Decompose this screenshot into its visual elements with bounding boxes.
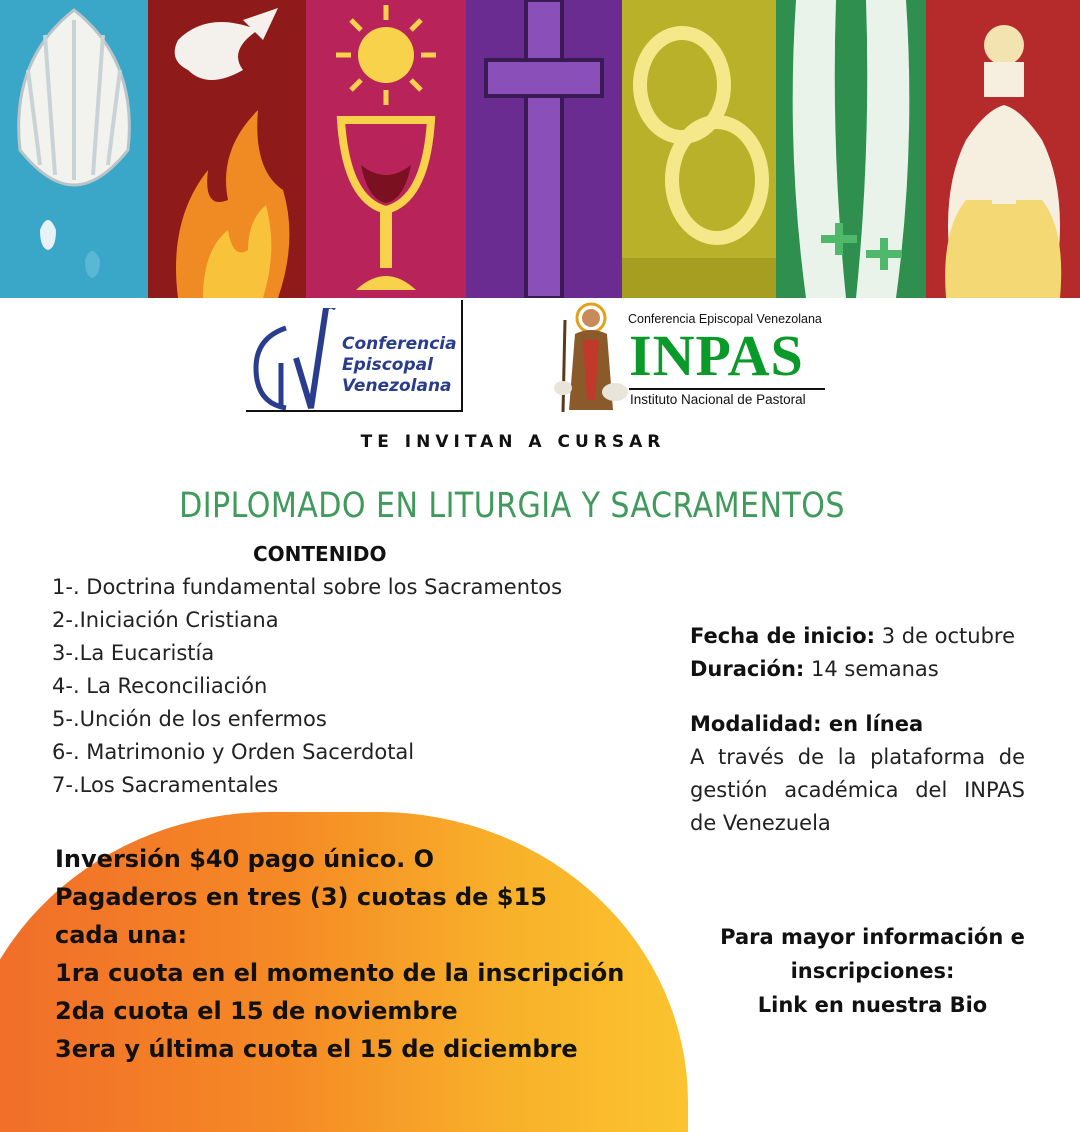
payment-info xyxy=(55,840,624,1068)
modalidad-row xyxy=(690,708,1025,741)
list-item: 1-. Doctrina fundamental sobre los Sacramentos xyxy=(52,575,563,599)
cross-icon xyxy=(466,0,622,298)
inpas-divider xyxy=(629,388,825,390)
oil-jar-icon xyxy=(926,0,1080,298)
cev-logo-line1: Conferencia xyxy=(342,334,457,354)
payment-line: 1ra cuota en el momento de la inscripción xyxy=(55,959,625,987)
contact-info xyxy=(690,920,1055,1022)
cev-logo-rule xyxy=(461,300,463,412)
modalidad-description: A través de la plataforma de gestión académica del INPAS de Venezuela xyxy=(690,745,1025,835)
contact-line1: Para mayor información e xyxy=(720,925,1025,949)
contenido-list xyxy=(52,571,562,802)
cev-logo xyxy=(246,300,464,414)
list-item: 7-.Los Sacramentales xyxy=(52,773,279,797)
contenido-heading: CONTENIDO xyxy=(253,542,387,566)
list-item: 2-.Iniciación Cristiana xyxy=(52,608,279,632)
list-item: 5-.Unción de los enfermos xyxy=(52,707,327,731)
contact-line3: Link en nuestra Bio xyxy=(757,993,988,1017)
fecha-row xyxy=(690,620,1025,653)
duracion-label: Duración: xyxy=(690,657,805,681)
course-title: DIPLOMADO EN LITURGIA Y SACRAMENTOS xyxy=(179,486,845,526)
modalidad-label: Modalidad: en línea xyxy=(690,712,924,736)
list-item: 6-. Matrimonio y Orden Sacerdotal xyxy=(52,740,415,764)
cev-logo-mark-icon xyxy=(246,308,342,412)
fecha-label: Fecha de inicio: xyxy=(690,624,876,648)
course-info xyxy=(690,620,1025,840)
inpas-logo xyxy=(553,300,826,414)
duracion-row xyxy=(690,653,1025,686)
sacraments-banner xyxy=(0,0,1080,298)
list-item: 4-. La Reconciliación xyxy=(52,674,268,698)
payment-line: 3era y última cuota el 15 de diciembre xyxy=(55,1035,578,1063)
cev-logo-line2: Episcopal xyxy=(342,355,433,375)
rings-icon xyxy=(622,0,776,298)
stole-icon xyxy=(776,0,926,298)
inpas-subtitle: Instituto Nacional de Pastoral xyxy=(630,392,806,407)
duracion-value: 14 semanas xyxy=(804,657,939,681)
chalice-sun-icon xyxy=(306,0,466,298)
dove-flame-icon xyxy=(148,0,306,298)
cev-logo-base xyxy=(246,410,463,412)
shell-water-icon xyxy=(0,0,148,298)
payment-line: cada una: xyxy=(55,921,188,949)
cev-logo-line3: Venezolana xyxy=(342,376,452,396)
payment-line: 2da cuota el 15 de noviembre xyxy=(55,997,458,1025)
shepherd-icon xyxy=(553,300,629,414)
list-item: 3-.La Eucaristía xyxy=(52,641,215,665)
inpas-acronym: INPAS xyxy=(629,323,804,388)
fecha-value: 3 de octubre xyxy=(875,624,1016,648)
inpas-org-name: Conferencia Episcopal Venezolana xyxy=(628,312,822,326)
payment-line: Pagaderos en tres (3) cuotas de $15 xyxy=(55,883,547,911)
contact-line2: inscripciones: xyxy=(790,959,955,983)
invite-text: TE INVITAN A CURSAR xyxy=(360,432,666,452)
payment-line: Inversión $40 pago único. O xyxy=(55,845,435,873)
